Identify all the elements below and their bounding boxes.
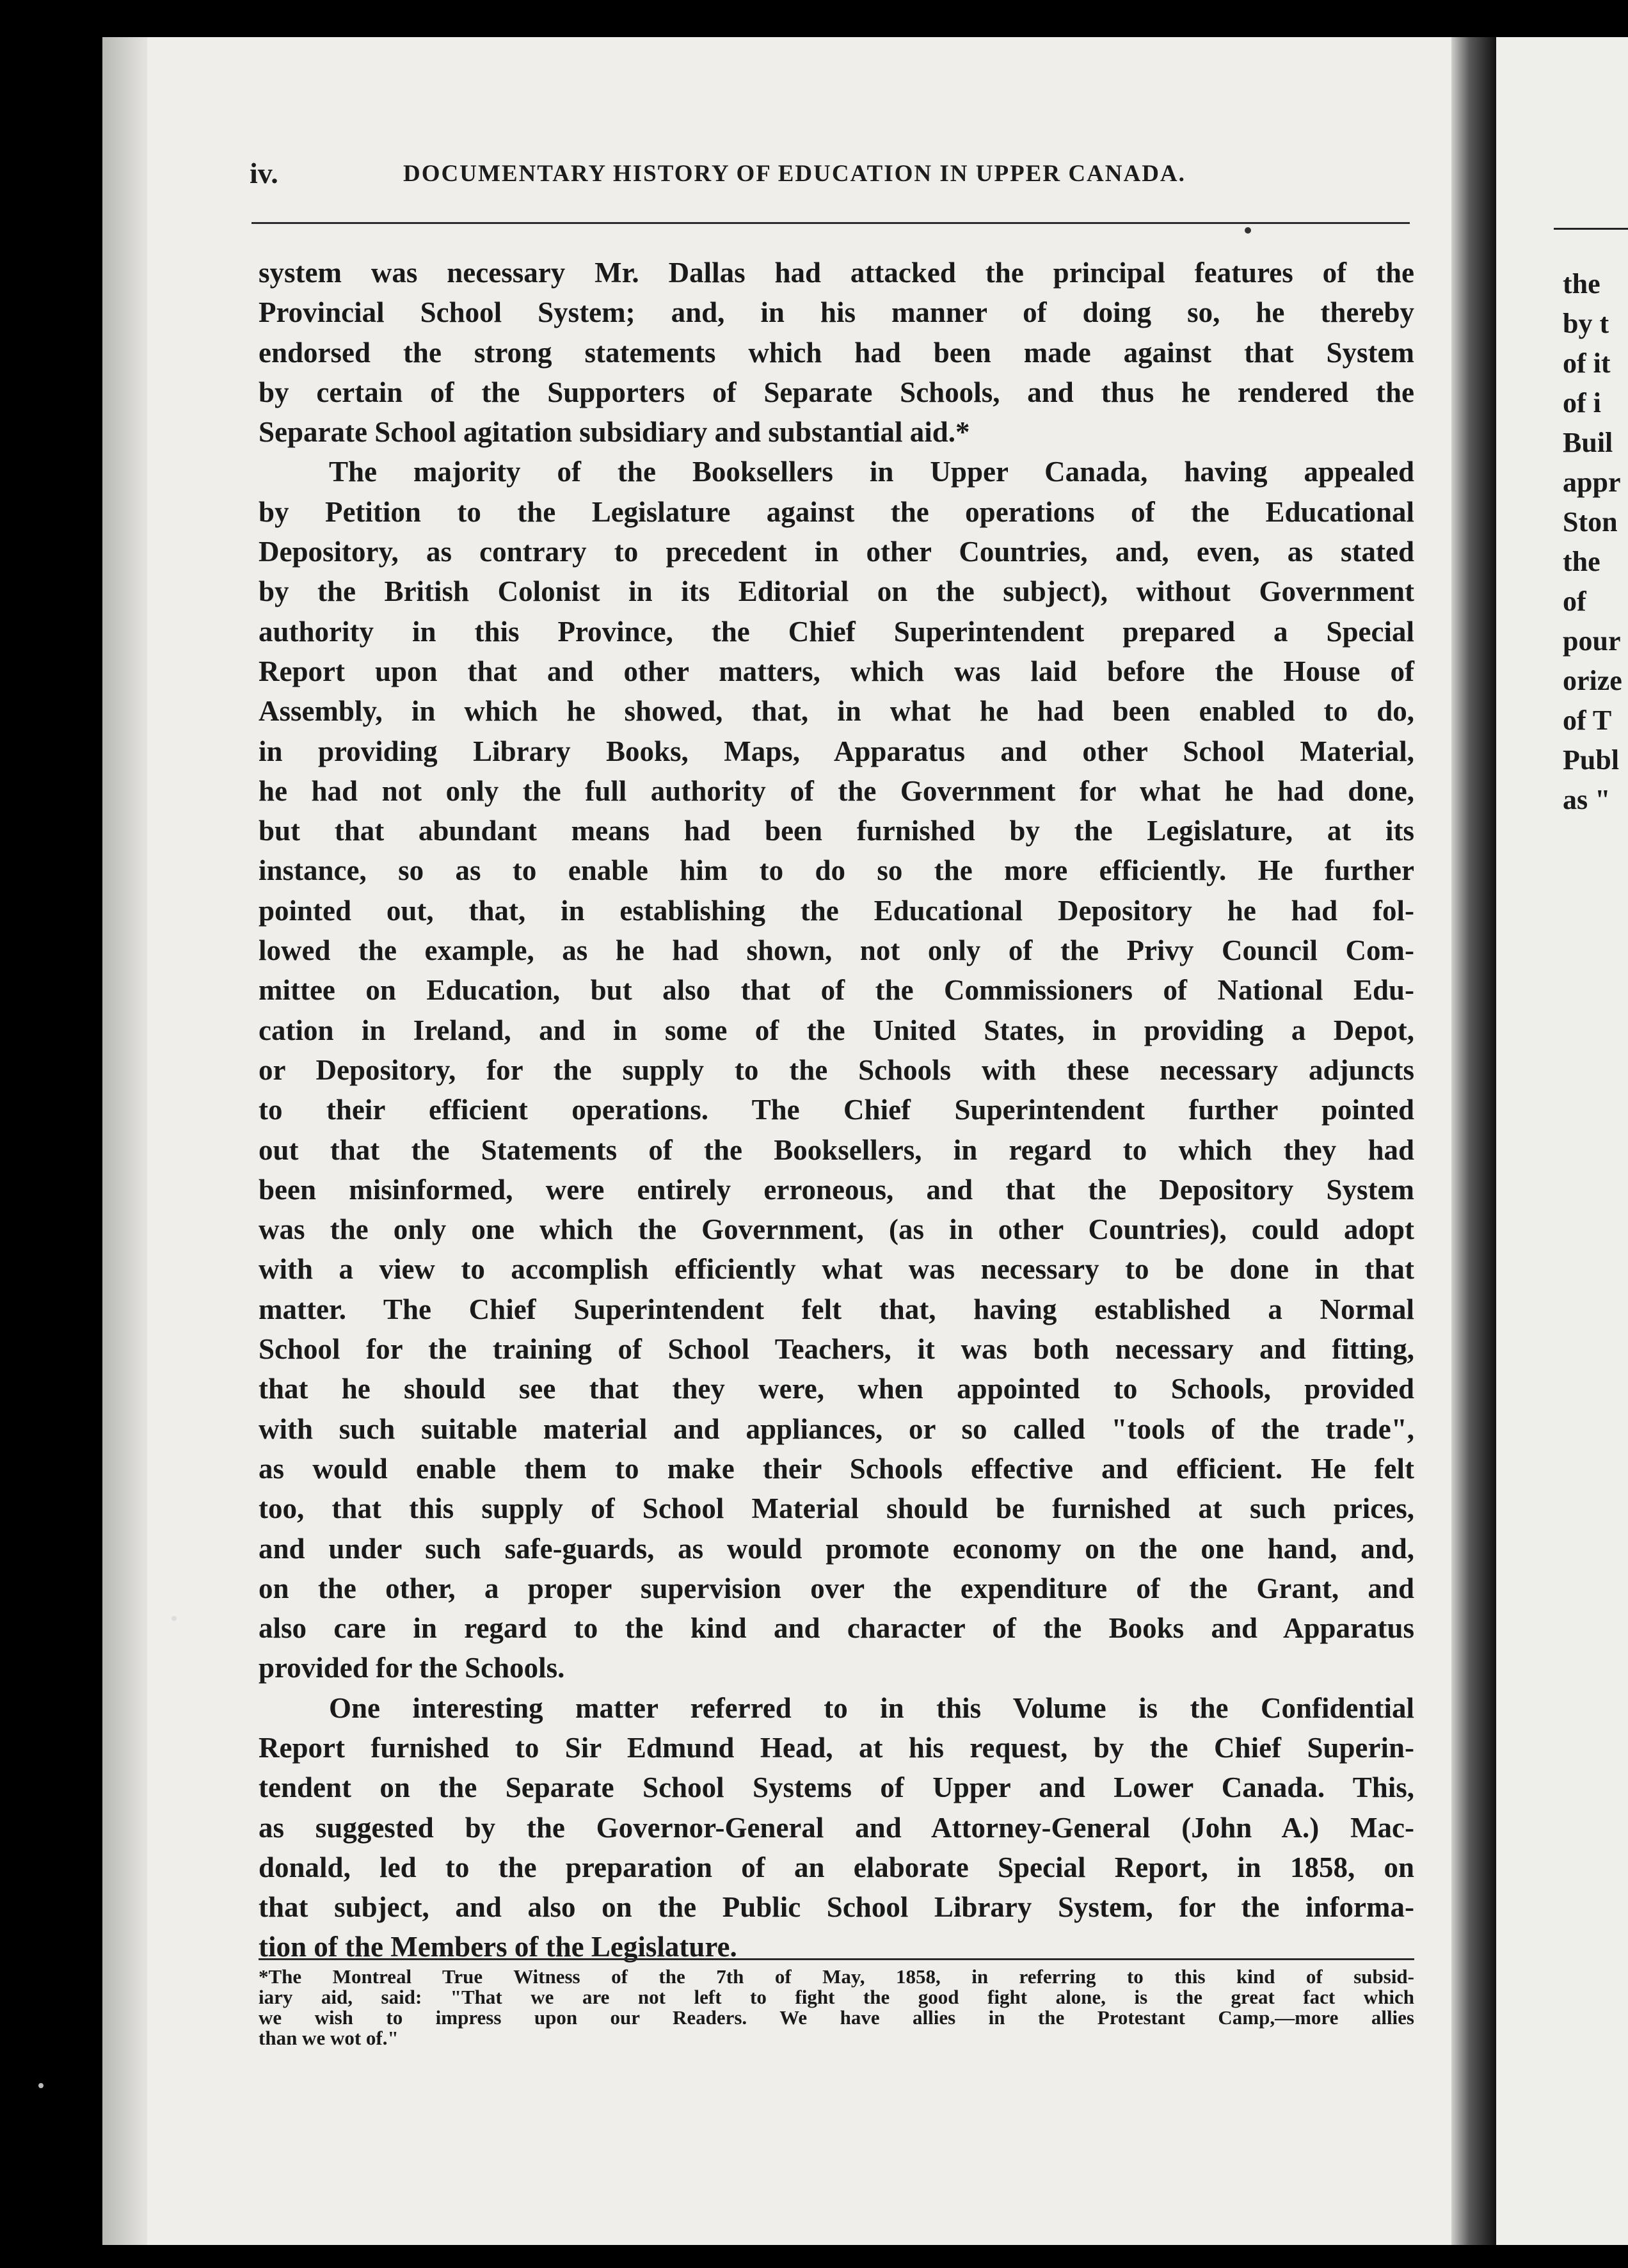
body-line: been misinformed, were entirely erroneous, and that the Depository System xyxy=(259,1173,1414,1206)
running-title: DOCUMENTARY HISTORY OF EDUCATION IN UPPER CANADA. xyxy=(403,161,1186,187)
facing-page-fragment: by t xyxy=(1563,308,1609,339)
body-line: by the British Colonist in its Editorial on the subject), without Government xyxy=(259,575,1414,608)
body-line: and under such safe-guards, as would promote economy on the one hand, and, xyxy=(259,1532,1414,1565)
facing-page xyxy=(1496,37,1628,2245)
body-line: that subject, and also on the Public School Library System, for the informa- xyxy=(259,1891,1414,1924)
body-line: cation in Ireland, and in some of the United States, in providing a Depot, xyxy=(259,1014,1414,1046)
header-rule xyxy=(251,222,1410,224)
body-line: Separate School agitation subsidiary and substantial aid.* xyxy=(259,416,970,449)
facing-page-fragment: of it xyxy=(1563,347,1611,379)
body-line: mittee on Education, but also that of the Commissioners of National Edu- xyxy=(259,974,1414,1007)
facing-page-fragment: the xyxy=(1563,268,1600,299)
body-line: but that abundant means had been furnished by the Legislature, at its xyxy=(259,815,1414,847)
facing-page-fragment: of T xyxy=(1563,705,1612,736)
scan-speck xyxy=(172,1616,177,1621)
body-line: authority in this Province, the Chief Superintendent prepared a Special xyxy=(259,615,1414,648)
binding-gutter-shadow xyxy=(1451,37,1496,2245)
body-line: he had not only the full authority of the Government for what he had done, xyxy=(259,774,1414,807)
body-line: pointed out, that, in establishing the Educational Depository he had fol- xyxy=(259,894,1414,927)
body-line: Provincial School System; and, in his manner of doing so, he thereby xyxy=(259,296,1414,329)
facing-page-fragment: Buil xyxy=(1563,427,1613,458)
facing-page-fragment: appr xyxy=(1563,467,1621,498)
facing-page-head-rule xyxy=(1554,228,1628,230)
footnote-rule xyxy=(259,1958,1414,1960)
body-line: endorsed the strong statements which had been made against that System xyxy=(259,336,1414,369)
body-line: also care in regard to the kind and character of the Books and Apparatus xyxy=(259,1612,1414,1645)
body-line: to their efficient operations. The Chief Superintendent further pointed xyxy=(259,1094,1414,1126)
body-text xyxy=(259,253,1414,1967)
facing-page-fragment: of xyxy=(1563,586,1586,617)
facing-page-fragment: as " xyxy=(1563,784,1611,815)
scan-speck xyxy=(38,2083,44,2088)
facing-page-fragment: Publ xyxy=(1563,744,1620,776)
facing-page-fragment: pour xyxy=(1563,625,1621,657)
body-line: Report furnished to Sir Edmund Head, at his request, by the Chief Superin- xyxy=(259,1731,1414,1764)
body-line: provided for the Schools. xyxy=(259,1652,565,1684)
facing-page-fragment: of i xyxy=(1563,387,1601,419)
body-line: was the only one which the Government, (as in other Countries), could adopt xyxy=(259,1213,1414,1246)
body-line: in providing Library Books, Maps, Apparatus and other School Material, xyxy=(259,735,1414,767)
body-line: that he should see that they were, when appointed to Schools, provided xyxy=(259,1373,1414,1405)
body-line: School for the training of School Teachers, it was both necessary and fitting, xyxy=(259,1333,1414,1366)
body-line: as would enable them to make their Schools effective and efficient. He felt xyxy=(259,1452,1414,1485)
body-line: by certain of the Supporters of Separate Schools, and thus he rendered the xyxy=(259,376,1414,408)
footnote-line: than we wot of." xyxy=(259,2027,399,2049)
footnote xyxy=(259,1967,1414,2048)
body-line: too, that this supply of School Material should be furnished at such prices, xyxy=(259,1492,1414,1525)
body-line: with a view to accomplish efficiently what was necessary to be done in that xyxy=(259,1253,1414,1286)
body-line: lowed the example, as he had shown, not only of the Privy Council Com- xyxy=(259,934,1414,967)
body-line: Assembly, in which he showed, that, in what he had been enabled to do, xyxy=(259,695,1414,728)
body-line: system was necessary Mr. Dallas had attacked the principal features of the xyxy=(259,257,1414,289)
facing-page-fragment: Ston xyxy=(1563,506,1618,538)
body-line: by Petition to the Legislature against the operations of the Educational xyxy=(259,495,1414,528)
body-line: donald, led to the preparation of an elaborate Special Report, in 1858, on xyxy=(259,1851,1414,1883)
body-line: Depository, as contrary to precedent in other Countries, and, even, as stated xyxy=(259,536,1414,568)
facing-page-fragment: the xyxy=(1563,546,1600,577)
page-number: iv. xyxy=(250,157,278,189)
page-edge-shadow xyxy=(102,37,147,2245)
body-line: instance, so as to enable him to do so the more efficiently. He further xyxy=(259,854,1414,887)
facing-page-fragment: orize xyxy=(1563,665,1622,696)
body-line: out that the Statements of the Booksellers, in regard to which they had xyxy=(259,1133,1414,1166)
body-line: with such suitable material and appliances, or so called "tools of the trade", xyxy=(259,1412,1414,1445)
footnote-line: iary aid, said: "That we are not left to fight the good fight alone, is the great fact which xyxy=(259,1986,1414,2008)
body-line: tion of the Members of the Legislature. xyxy=(259,1931,737,1963)
body-line: as suggested by the Governor-General and Attorney-General (John A.) Mac- xyxy=(259,1811,1414,1844)
body-line: on the other, a proper supervision over the expenditure of the Grant, and xyxy=(259,1572,1414,1604)
ink-speck xyxy=(1245,227,1251,234)
footnote-line: we wish to impress upon our Readers. We have allies in the Protestant Camp,—more allies xyxy=(259,2006,1414,2029)
body-line: or Depository, for the supply to the Schools with these necessary adjuncts xyxy=(259,1053,1414,1086)
body-line: Report upon that and other matters, which was laid before the House of xyxy=(259,655,1414,687)
facing-page-text xyxy=(1563,264,1622,820)
body-line: tendent on the Separate School Systems of Upper and Lower Canada. This, xyxy=(259,1771,1414,1804)
footnote-line: *The Montreal True Witness of the 7th of May, 1858, in referring to this kind of subsid- xyxy=(259,1965,1414,1988)
running-head xyxy=(250,154,1414,192)
body-line: One interesting matter referred to in this Volume is the Confidential xyxy=(329,1691,1414,1724)
body-line: The majority of the Booksellers in Upper Canada, having appealed xyxy=(329,456,1414,488)
body-line: matter. The Chief Superintendent felt that, having established a Normal xyxy=(259,1293,1414,1325)
